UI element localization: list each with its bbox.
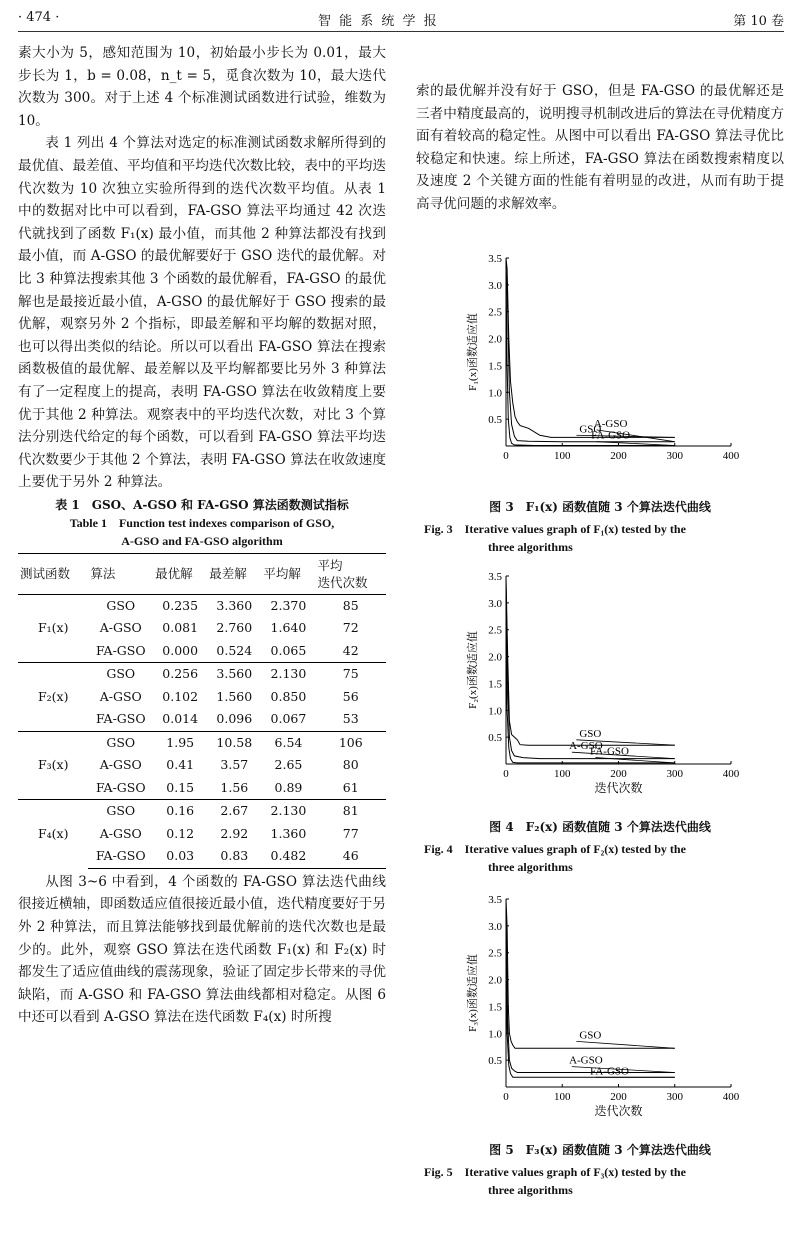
table-cell: 0.014	[162, 711, 199, 727]
figure-5-caption-en-2: three algorithms	[488, 1183, 573, 1197]
series-label: A-GSO	[569, 740, 603, 753]
table-cell: 6.54	[261, 731, 315, 754]
x-tick-label: 100	[554, 1091, 571, 1103]
table-cell: 0.15	[166, 779, 195, 795]
left-column	[18, 42, 386, 1029]
left-paragraph-2: 表 1 列出 4 个算法对选定的标准测试函数求解所得到的最优值、最差值、平均值和平均迭代次数比较，表中的平均迭代次数为 10 次独立实验所得到的迭代次数平均值。从表 1 中的数据对比中可以看到，FA-GSO 算法平均通过 42 次迭代就找到了函数 F₁(x) 最小值，而其他 2 种算法都没有找到最小值，而 A-GSO 的最优解要好于 GSO 迭代的最优解。对比 3 种算法搜索其他 3 个函数的最优解看，FA-GSO 的最优解也是最接近最小值，A-GSO 的最优解好于 GSO 搜索的最优解，观察另外 2 个指标，即最差解和平均解的数据对照，也可以得出类似的结论。所以可以看出 FA-GSO 算法在搜索函数极值的最优解、最差解以及平均解都要比另外 3 种算法有了一定程度上的提高，表明 FA-GSO 算法在收敛精度上要优于其他 2 种算法。观察表中的平均迭代次数，对比 3 个算法分别迭代给定的每个函数，可以看到 FA-GSO 算法平均迭代次数要少于其他 2 个算法，表明 FA-GSO 算法在收敛速度上要优于另外 2 种算法。	[18, 135, 386, 491]
x-tick-label: 300	[666, 768, 683, 780]
table-cell: 42	[342, 642, 359, 658]
figure-3-chart	[416, 252, 784, 472]
series-line-a-gso	[506, 904, 675, 1072]
x-tick-label: 300	[666, 1091, 683, 1103]
y-tick-label: 1.0	[488, 387, 502, 400]
table-cell: 0.067	[270, 711, 307, 727]
table-cell: GSO	[88, 731, 153, 754]
table-cell: 0.065	[270, 642, 307, 658]
table-cell-func: F₁(x)	[37, 620, 69, 636]
table-cell: 1.56	[220, 779, 249, 795]
col-header-worst: 最差解	[207, 553, 261, 594]
table-cell: 80	[342, 757, 359, 773]
figure-5-caption-en-1: Fig. 5 Iterative values graph of F₃(x) tested by the	[424, 1165, 686, 1179]
left-paragraph-3: 从图 3~6 中看到，4 个函数的 FA-GSO 算法迭代曲线很接近横轴，即函数适应值很接近最小值，迭代精度要好于另外 2 种算法，而且算法能够找到最优解前的迭代次数也是最少的。此外，观察 GSO 算法在迭代函数 F₁(x) 和 F₂(x) 时都发生了适应值曲线的震荡现象，验证了固定步长带来的寻优缺陷，而 A-GSO 和 FA-GSO 算法曲线都相对稳定。从图 6 中还可以看到 A-GSO 算法在迭代函数 F₄(x) 时所搜	[18, 873, 386, 1026]
page-header	[0, 0, 802, 34]
x-axis-label: 迭代次数	[594, 781, 643, 795]
table-title-en-1: Table 1 Function test indexes comparison of GSO,	[69, 515, 335, 530]
series-line-a-gso	[506, 263, 675, 441]
table-cell: 53	[342, 711, 359, 727]
series-label: A-GSO	[593, 417, 628, 430]
table-cell: 1.560	[216, 688, 253, 704]
x-tick-label: 400	[722, 768, 740, 780]
y-tick-label: 3.0	[488, 597, 502, 610]
table-cell: GSO	[88, 663, 153, 686]
y-axis-label: F₁(x)函数适应值	[467, 313, 479, 391]
table-cell: GSO	[106, 597, 136, 613]
table-cell: 0.03	[153, 845, 207, 868]
table-cell: 0.102	[162, 688, 199, 704]
table-cell: 2.65	[274, 757, 303, 773]
table-cell: 3.360	[216, 597, 253, 613]
series-line-fa-gso	[506, 910, 675, 1078]
header-rule	[18, 31, 784, 32]
series-line-gso	[506, 899, 675, 1048]
figure-3-caption-en-1: Fig. 3 Iterative values graph of F₁(x) tested by the	[424, 522, 686, 536]
y-tick-label: 3.5	[488, 894, 502, 906]
x-tick-label: 200	[610, 1091, 627, 1103]
table-cell: 77	[342, 825, 359, 841]
y-tick-label: 0.5	[488, 414, 502, 427]
figure-5-caption-cn: 图 5 F₃(x) 函数值随 3 个算法迭代曲线	[489, 1143, 711, 1157]
table-cell: 0.16	[153, 800, 207, 823]
table-cell: 75	[316, 663, 386, 686]
figure-4	[416, 570, 784, 876]
series-label: FA-GSO	[590, 1065, 629, 1078]
table-cell: 46	[316, 845, 386, 868]
table-cell: 2.92	[220, 825, 249, 841]
table-cell: 3.57	[220, 757, 249, 773]
table-cell: 2.130	[261, 663, 315, 686]
left-paragraph-1: 素大小为 5，感知范围为 10，初始最小步长为 0.01，最大步长为 1，b = 0.08，n_t = 5，觅食次数为 10，最大迭代次数为 300。对于上述 4 个标准测试函数进行试验，维数为 10。	[18, 45, 386, 129]
table-cell: 0.41	[166, 757, 195, 773]
journal-name: 智 能 系 统 学 报	[318, 14, 439, 29]
table-title-cn: 表 1 GSO、A-GSO 和 FA-GSO 算法函数测试指标	[55, 497, 349, 512]
right-paragraph-1: 索的最优解并没有好于 GSO，但是 FA-GSO 的最优解还是三者中精度最高的，说明搜寻机制改进后的算法在寻优精度方面有着较高的稳定性。从图中可以看出 FA-GSO 算法寻优比较稳定和快速。综上所述，FA-GSO 算法在函数搜索精度以及速度 2 个关键方面的性能有着明显的改进，从而有助于提高寻优问题的求解效率。	[416, 83, 784, 212]
table-cell: 1.95	[153, 731, 207, 754]
table-row	[18, 731, 386, 754]
table-cell: 0.482	[261, 845, 315, 868]
x-tick-label: 400	[722, 450, 740, 462]
y-tick-label: 1.5	[488, 360, 502, 373]
table-cell: 56	[342, 688, 359, 704]
right-column	[416, 80, 784, 216]
table-1	[18, 496, 386, 869]
table-cell: 0.000	[162, 642, 199, 658]
table-cell: 0.096	[216, 711, 253, 727]
x-tick-label: 300	[666, 450, 683, 462]
table-cell: 2.130	[261, 800, 315, 823]
table-cell: 1.640	[270, 620, 307, 636]
col-header-algo: 算法	[88, 553, 153, 594]
x-tick-label: 0	[503, 450, 509, 462]
table-cell: 0.12	[166, 825, 195, 841]
x-tick-label: 200	[610, 450, 627, 462]
y-axis-label: F₂(x)函数适应值	[467, 631, 479, 709]
y-tick-label: 0.5	[488, 732, 502, 745]
y-tick-label: 0.5	[488, 1055, 502, 1068]
results-table	[18, 553, 386, 869]
table-row	[18, 594, 386, 617]
x-tick-label: 100	[554, 768, 571, 780]
series-label: GSO	[579, 727, 602, 740]
table-cell: 85	[342, 597, 359, 613]
y-tick-label: 3.0	[488, 279, 502, 292]
series-label: GSO	[579, 1029, 602, 1042]
table-cell: FA-GSO	[95, 779, 146, 795]
figure-4-chart	[416, 570, 784, 810]
series-line-gso	[506, 258, 675, 437]
table-cell: 2.760	[216, 620, 253, 636]
figure-4-caption-en-2: three algorithms	[488, 860, 573, 874]
table-cell: A-GSO	[99, 825, 142, 841]
table-cell: 2.370	[270, 597, 307, 613]
series-label: GSO	[579, 423, 602, 436]
y-tick-label: 1.0	[488, 1028, 502, 1041]
table-cell-func: F₃(x)	[18, 731, 88, 800]
table-cell: 2.67	[207, 800, 261, 823]
table-cell: 0.524	[216, 642, 253, 658]
series-label: FA-GSO	[591, 429, 631, 442]
table-cell-func: F₂(x)	[18, 663, 88, 732]
y-tick-label: 1.5	[488, 678, 502, 691]
table-cell: 3.560	[207, 663, 261, 686]
table-row	[18, 663, 386, 686]
table-cell: A-GSO	[99, 757, 142, 773]
page-number: · 474 ·	[18, 10, 60, 25]
table-title-en-2: A-GSO and FA-GSO algorithm	[121, 533, 283, 548]
table-cell: 0.83	[207, 845, 261, 868]
table-row	[18, 800, 386, 823]
series-label-leader	[576, 1041, 674, 1048]
table-cell: 61	[342, 779, 359, 795]
series-label: FA-GSO	[590, 745, 629, 758]
table-header-row	[18, 553, 386, 594]
y-tick-label: 1.5	[488, 1001, 502, 1014]
col-header-iter: 平均 迭代次数	[316, 553, 386, 594]
table-cell: 81	[316, 800, 386, 823]
table-cell: 0.081	[162, 620, 199, 636]
figure-4-caption-en-1: Fig. 4 Iterative values graph of F₂(x) tested by the	[424, 842, 686, 856]
figure-5-chart	[416, 893, 784, 1133]
table-cell: FA-GSO	[88, 845, 153, 868]
col-header-best: 最优解	[153, 553, 207, 594]
y-tick-label: 2.0	[488, 974, 502, 987]
y-tick-label: 2.0	[488, 651, 502, 664]
volume-label: 第 10 卷	[733, 14, 784, 29]
table-cell-func: F₄(x)	[18, 800, 88, 869]
table-cell: 10.58	[207, 731, 261, 754]
figure-5	[416, 893, 784, 1199]
x-tick-label: 0	[503, 1091, 509, 1103]
table-cell: 0.850	[270, 688, 307, 704]
table-cell: FA-GSO	[95, 642, 146, 658]
figure-4-caption-cn: 图 4 F₂(x) 函数值随 3 个算法迭代曲线	[489, 820, 711, 834]
col-header-func: 测试函数	[18, 553, 88, 594]
table-cell: 0.89	[274, 779, 303, 795]
figure-3-caption-en-2: three algorithms	[488, 540, 573, 554]
series-label: A-GSO	[569, 1054, 603, 1067]
y-axis-label: F₃(x)函数适应值	[467, 954, 479, 1032]
table-cell: A-GSO	[99, 688, 142, 704]
table-cell: FA-GSO	[95, 711, 146, 727]
table-cell: 1.360	[270, 825, 307, 841]
series-line-gso	[506, 576, 675, 745]
x-tick-label: 400	[722, 1091, 740, 1103]
y-tick-label: 3.0	[488, 920, 502, 933]
table-cell: 72	[342, 620, 359, 636]
col-header-mean: 平均解	[261, 553, 315, 594]
table-cell: 0.256	[153, 663, 207, 686]
series-line-fa-gso	[506, 269, 675, 446]
y-tick-label: 2.5	[488, 306, 502, 319]
x-tick-label: 0	[503, 768, 509, 780]
y-tick-label: 2.0	[488, 333, 502, 346]
x-axis-label: 迭代次数	[594, 1104, 643, 1118]
table-cell: A-GSO	[99, 620, 142, 636]
y-tick-label: 2.5	[488, 624, 502, 637]
table-cell: 0.235	[162, 597, 199, 613]
y-tick-label: 1.0	[488, 705, 502, 718]
y-tick-label: 3.5	[488, 253, 502, 265]
series-label-leader	[597, 442, 675, 446]
figure-3	[416, 252, 784, 556]
y-tick-label: 2.5	[488, 947, 502, 960]
x-tick-label: 200	[610, 768, 627, 780]
table-cell: 106	[316, 731, 386, 754]
figure-3-caption-cn: 图 3 F₁(x) 函数值随 3 个算法迭代曲线	[489, 500, 711, 514]
table-cell: GSO	[88, 800, 153, 823]
x-tick-label: 100	[554, 450, 571, 462]
y-tick-label: 3.5	[488, 571, 502, 583]
